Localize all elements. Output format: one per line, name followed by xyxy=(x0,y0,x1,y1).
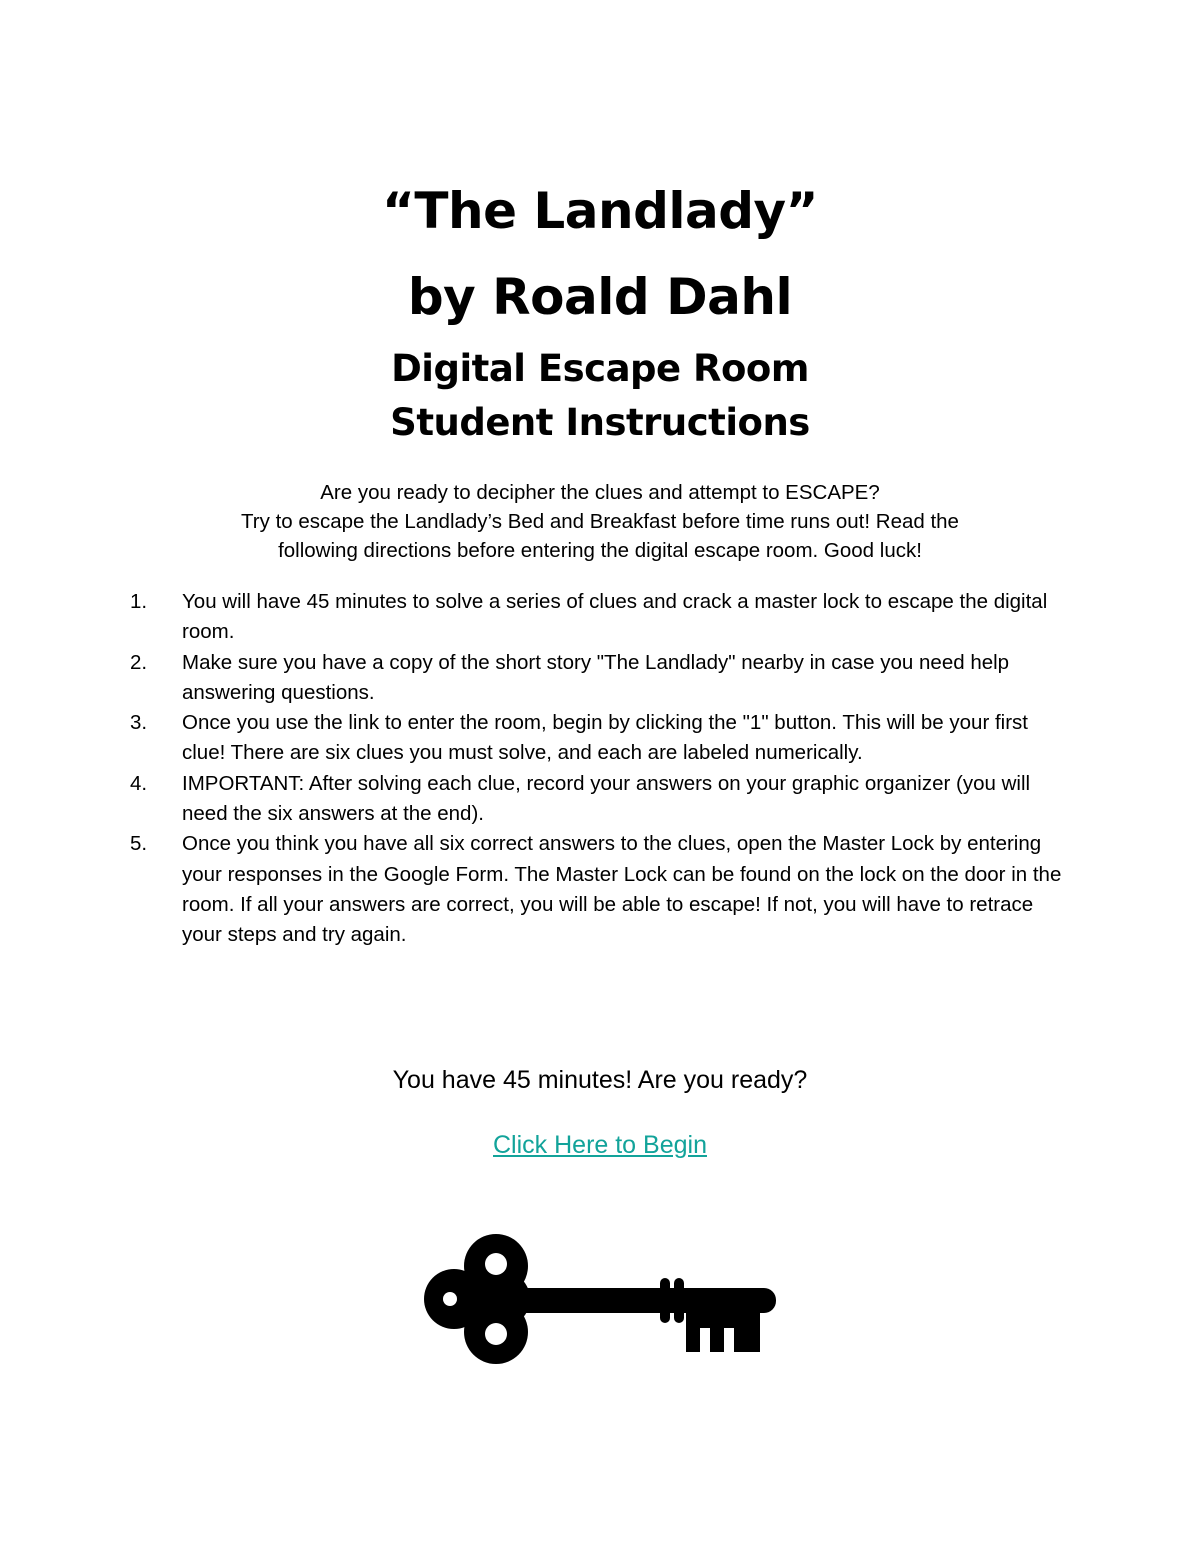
list-item xyxy=(130,648,1070,709)
title-block xyxy=(0,178,1200,450)
list-text: IMPORTANT: After solving each clue, record your answers on your graphic organizer (you will need the six answers at the end). xyxy=(182,771,1031,826)
author-line: by Roald Dahl xyxy=(407,268,793,326)
subtitle-instructions: Student Instructions xyxy=(390,401,810,444)
ready-prompt: You have 45 minutes! Are you ready? xyxy=(392,1066,808,1094)
begin-link[interactable]: Click Here to Begin xyxy=(493,1131,707,1159)
list-text: Once you use the link to enter the room, begin by clicking the "1" button. This will be your first clue! There are six clues you must solve, and each are labeled numerically. xyxy=(182,711,1028,765)
list-number: 5. xyxy=(130,832,148,856)
begin-link-container xyxy=(0,1127,1200,1163)
intro-line: Try to escape the Landlady’s Bed and Breakfast before time runs out! Read the xyxy=(241,510,959,533)
list-item xyxy=(130,708,1070,769)
list-item xyxy=(130,587,1070,648)
list-number: 4. xyxy=(130,771,148,795)
skeleton-key-icon xyxy=(424,1234,776,1366)
list-text: Make sure you have a copy of the short story "The Landlady" nearby in case you need help answering questions. xyxy=(182,650,1010,704)
list-number: 3. xyxy=(130,711,148,735)
intro-paragraph xyxy=(0,478,1200,565)
list-text: Once you think you have all six correct answers to the clues, open the Master Lock by entering your responses in the Google Form. The Master Lock can be found on the lock on the door in the room. If all your answers are correct, you will be able to escape! If not, you will have to retrace your steps and try again. xyxy=(182,832,1062,947)
intro-line: Are you ready to decipher the clues and attempt to ESCAPE? xyxy=(320,481,880,504)
list-item xyxy=(130,829,1070,950)
list-text: You will have 45 minutes to solve a series of clues and crack a master lock to escape the digital room. xyxy=(182,590,1048,644)
instructions-list xyxy=(130,587,1070,951)
page-title: “The Landlady” xyxy=(382,182,818,240)
list-item xyxy=(130,769,1070,830)
subtitle-escape-room: Digital Escape Room xyxy=(391,347,809,390)
list-number: 1. xyxy=(130,590,148,613)
list-number: 2. xyxy=(130,650,148,674)
intro-line: following directions before entering the digital escape room. Good luck! xyxy=(278,539,922,562)
